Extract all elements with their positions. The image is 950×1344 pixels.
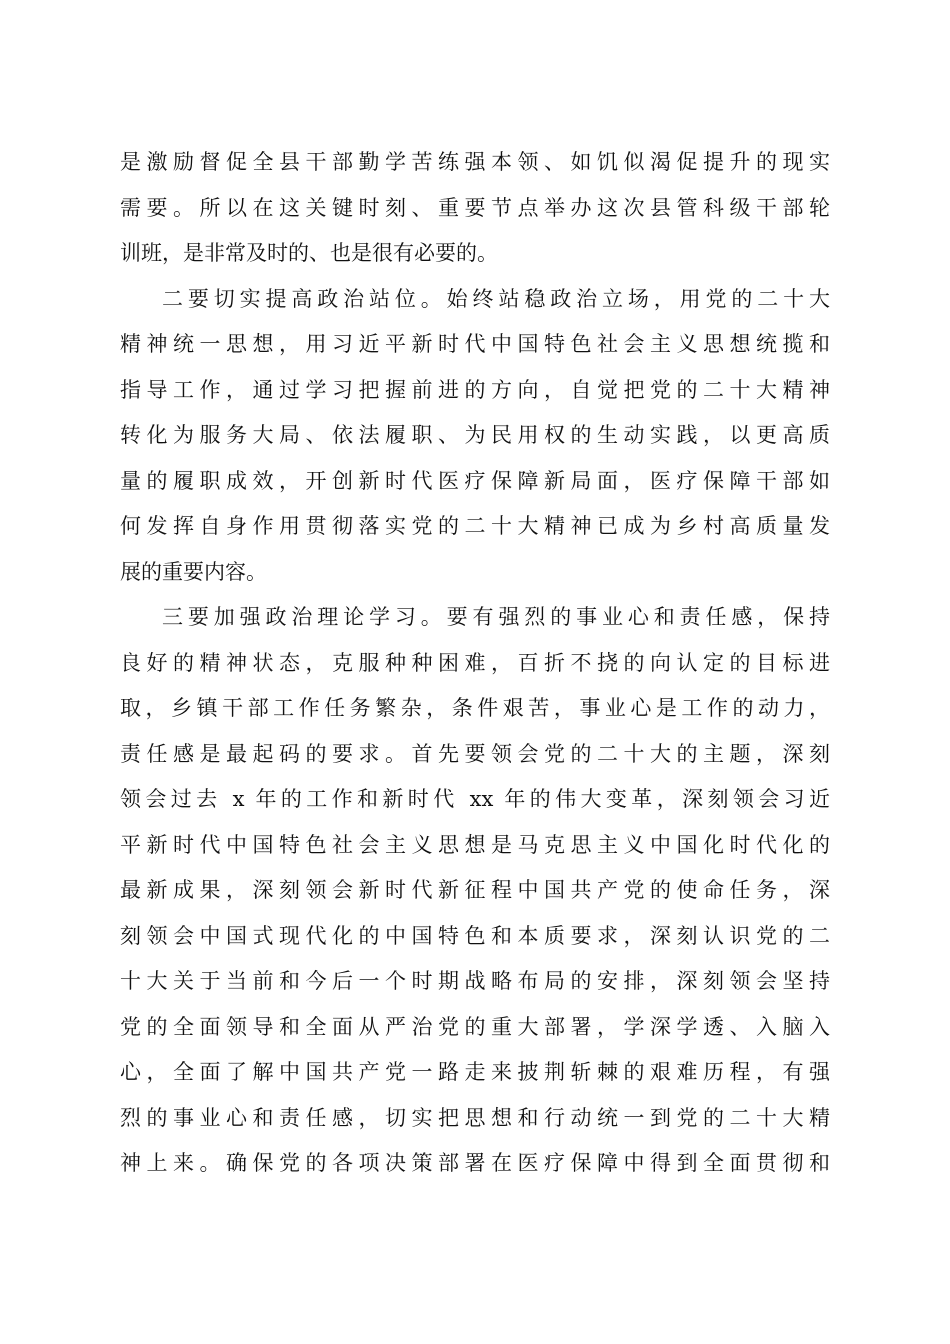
text-line: 十大关于当前和今后一个时期战略布局的安排，深刻领会坚持 bbox=[120, 969, 830, 993]
text-line: 量的履职成效，开创新时代医疗保障新局面，医疗保障干部如 bbox=[120, 468, 830, 493]
text-line: 展的重要内容。 bbox=[120, 559, 267, 584]
text-line: 训班，是非常及时的、也是很有必要的。 bbox=[120, 241, 498, 265]
text-line: 党的全面领导和全面从严治党的重大部署，学深学透、入脑入 bbox=[120, 1014, 830, 1039]
text-line: 转化为服务大局、依法履职、为民用权的生动实践，以更高质 bbox=[120, 423, 830, 447]
text-line: 取，乡镇干部工作任务繁杂，条件艰苦，事业心是工作的动力， bbox=[120, 696, 830, 720]
document-body bbox=[120, 140, 830, 1187]
text-line: 精神统一思想，用习近平新时代中国特色社会主义思想统揽和 bbox=[120, 332, 830, 356]
text-line: 刻领会中国式现代化的中国特色和本质要求，深刻认识党的二 bbox=[120, 923, 830, 948]
paragraph-first-line: 二要切实提高政治站位。始终站稳政治立场，用党的二十大 bbox=[162, 286, 830, 311]
text-line: 烈的事业心和责任感，切实把思想和行动统一到党的二十大精 bbox=[120, 1105, 830, 1130]
text-line: 良好的精神状态，克服种种困难，百折不挠的向认定的目标进 bbox=[120, 650, 830, 675]
text-line: 指导工作，通过学习把握前进的方向，自觉把党的二十大精神 bbox=[120, 377, 830, 402]
text-line: 平新时代中国特色社会主义思想是马克思主义中国化时代化的 bbox=[120, 832, 830, 857]
text-line: 何发挥自身作用贯彻落实党的二十大精神已成为乡村高质量发 bbox=[120, 514, 830, 538]
text-line: 心，全面了解中国共产党一路走来披荆斩棘的艰难历程，有强 bbox=[120, 1060, 830, 1084]
text-line: 最新成果，深刻领会新时代新征程中国共产党的使命任务，深 bbox=[120, 878, 830, 902]
text-line: 神上来。确保党的各项决策部署在医疗保障中得到全面贯彻和 bbox=[120, 1151, 830, 1175]
text-line: 责任感是最起码的要求。首先要领会党的二十大的主题，深刻 bbox=[120, 741, 830, 766]
paragraph-first-line: 三要加强政治理论学习。要有强烈的事业心和责任感，保持 bbox=[162, 605, 830, 629]
text-line: 领会过去 x 年的工作和新时代 xx 年的伟大变革，深刻领会习近 bbox=[120, 787, 830, 811]
text-line: 需要。所以在这关键时刻、重要节点举办这次县管科级干部轮 bbox=[120, 195, 830, 220]
text-line: 是激励督促全县干部勤学苦练强本领、如饥似渴促提升的现实 bbox=[120, 150, 830, 174]
